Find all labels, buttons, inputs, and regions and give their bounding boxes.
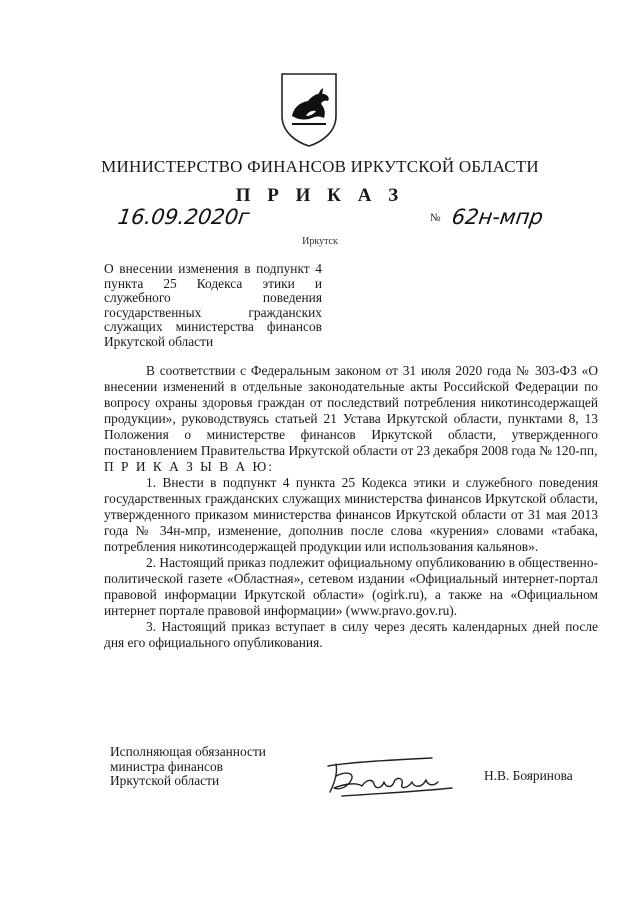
order-body: [104, 363, 598, 651]
order-item-2: 2. Настоящий приказ подлежит официальному опубликованию в общественно-политической газете «Областная», сетевом издании «Официальный интернет-портал правовой информации Иркутской области» (ogirk.ru), а также на «Официальном интернет портале правовой информации» (www.pravo.gov.ru).: [104, 555, 598, 618]
signatory-name: Н.В. Бояринова: [484, 768, 573, 783]
handwritten-order-number: 62н-мпр: [450, 205, 545, 229]
handwritten-date: 16.09.2020г: [116, 205, 251, 229]
order-item-1: 1. Внести в подпункт 4 пункта 25 Кодекса этики и служебного поведения государственных гражданских служащих министерства финансов Иркутской области, утвержденного приказом министерства финансов Иркутской области от 31 мая 2013 года № 34н-мпр, изменение, дополнив после слова «курения» словами «табака, потребления никотинсодержащей продукции или использования кальянов».: [104, 475, 598, 554]
preamble-paragraph: В соответствии с Федеральным законом от 31 июля 2020 года № 303-ФЗ «О внесении изменений в отдельные законодательные акты Российской Федерации по вопросу охраны здоровья граждан от последствий потребления никотинсодержащей продукции», руководствуясь статьей 21 Устава Иркутской области, пунктами 8, 13 Положения о министерстве финансов Иркутской области, утвержденного постановлением Правительства Иркутской области от 23 декабря 2008 года № 120-пп,: [104, 363, 598, 458]
irkutsk-coat-of-arms-icon: [278, 70, 340, 148]
order-item-3: 3. Настоящий приказ вступает в силу через десять календарных дней после дня его официального опубликования.: [104, 619, 598, 650]
signatory-role: [110, 745, 330, 789]
order-word: П Р И К А З Ы В А Ю:: [104, 459, 274, 474]
document-type-title: П Р И К А З: [235, 185, 405, 206]
number-label: №: [430, 212, 441, 224]
handwritten-signature-icon: [322, 752, 462, 802]
signatory-role-line: Исполняющая обязанности: [110, 744, 266, 759]
ministry-name: МИНИСТЕРСТВО ФИНАНСОВ ИРКУТСКОЙ ОБЛАСТИ: [101, 157, 539, 176]
city-name: Иркутск: [302, 236, 338, 247]
signatory-role-line: Иркутской области: [110, 773, 220, 788]
order-subject: О внесении изменения в подпункт 4 пункта 25 Кодекса этики и служебного поведения государственных гражданских служащих министерства финансов Иркутской области: [104, 261, 322, 349]
signatory-role-line: министра финансов: [110, 758, 223, 774]
